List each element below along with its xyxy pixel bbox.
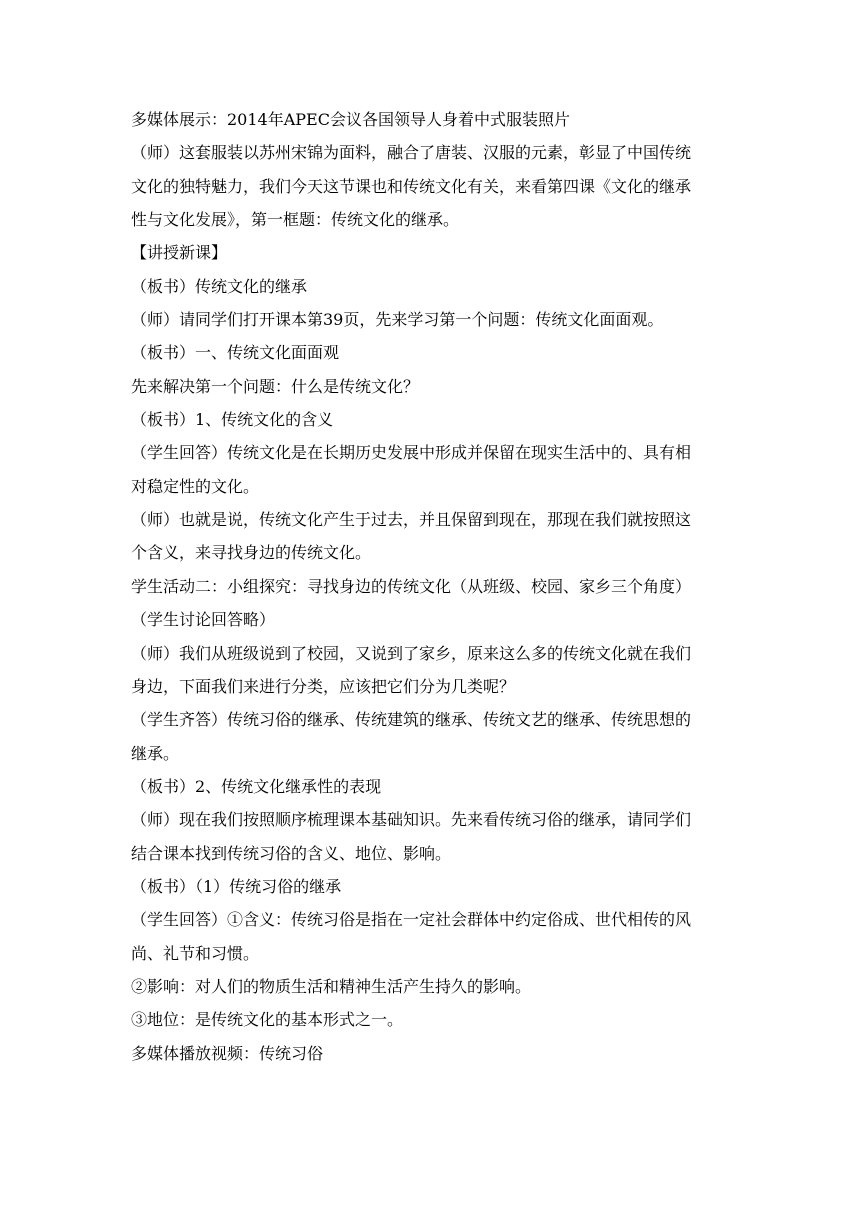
text-line: 性与文化发展》，第一框题：传统文化的继承。 (131, 210, 460, 230)
text-line: 继承。 (131, 743, 180, 763)
text-line: （板书）2、传统文化继承性的表现 (131, 776, 382, 796)
text-line: （师）请同学们打开课本第39页，先来学习第一个问题：传统文化面面观。 (131, 310, 664, 330)
text-line: ③地位：是传统文化的基本形式之一。 (131, 1010, 404, 1030)
text-line: （学生回答）传统文化是在长期历史发展中形成并保留在现实生活中的、具有相 (131, 443, 692, 463)
text-line: 个含义，来寻找身边的传统文化。 (131, 543, 372, 563)
text-line: 多媒体播放视频：传统习俗 (131, 1043, 324, 1063)
text-line: 结合课本找到传统习俗的含义、地位、影响。 (131, 843, 452, 863)
text-line: 多媒体展示：2014年APEC会议各国领导人身着中式服装照片 (131, 110, 570, 129)
text-line: 先来解决第一个问题：什么是传统文化？ (131, 376, 420, 396)
text-line: （学生齐答）传统习俗的继承、传统建筑的继承、传统文艺的继承、传统思想的 (131, 710, 692, 730)
text-line: 身边，下面我们来进行分类，应该把它们分为几类呢？ (131, 676, 516, 696)
document-page (131, 108, 735, 1075)
text-line: 学生活动二：小组探究：寻找身边的传统文化（从班级、校园、家乡三个角度） (131, 576, 692, 596)
text-line: （师）现在我们按照顺序梳理课本基础知识。先来看传统习俗的继承，请同学们 (131, 810, 692, 830)
section-heading: 【讲授新课】 (131, 243, 228, 263)
text-line: （板书）1、传统文化的含义 (131, 410, 334, 430)
text-line: （师）我们从班级说到了校园，又说到了家乡，原来这么多的传统文化就在我们 (131, 643, 692, 663)
text-line: （板书）传统文化的继承 (131, 276, 308, 296)
text-line: （师）也就是说，传统文化产生于过去，并且保留到现在，那现在我们就按照这 (131, 510, 692, 530)
text-line: 对稳定性的文化。 (131, 476, 260, 496)
text-line: 文化的独特魅力，我们今天这节课也和传统文化有关，来看第四课《文化的继承 (131, 176, 692, 196)
text-line: 尚、礼节和习惯。 (131, 943, 260, 963)
text-line: （板书）一、传统文化面面观 (131, 343, 340, 363)
text-line: （学生讨论回答略） (131, 610, 276, 630)
text-line: （板书）（1）传统习俗的继承 (131, 876, 342, 896)
text-line: ②影响：对人们的物质生活和精神生活产生持久的影响。 (131, 976, 532, 996)
text-line: （学生回答）①含义：传统习俗是指在一定社会群体中约定俗成、世代相传的风 (131, 910, 692, 930)
text-line: （师）这套服装以苏州宋锦为面料，融合了唐装、汉服的元素，彰显了中国传统 (131, 143, 692, 163)
